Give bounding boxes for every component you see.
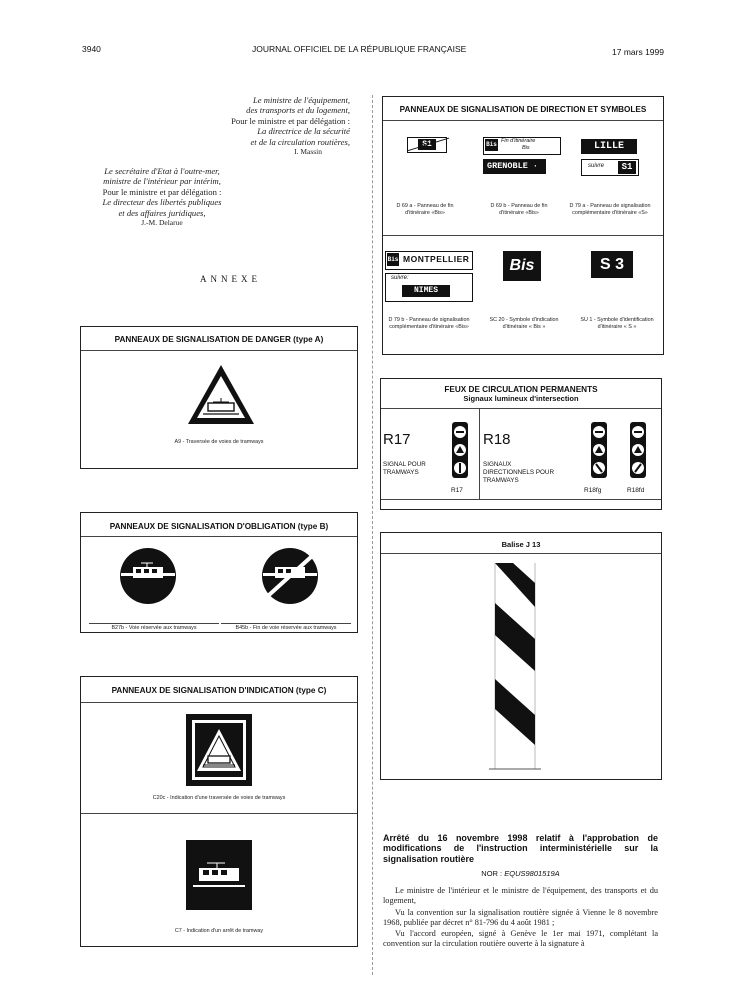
signatory-name: J.-M. Delarue bbox=[141, 218, 183, 228]
divider bbox=[81, 350, 357, 351]
montpellier-label: MONTPELLIER bbox=[403, 254, 470, 264]
su1-s3-symbol: S 3 bbox=[591, 251, 633, 278]
divider bbox=[381, 499, 661, 500]
feux-box-title: FEUX DE CIRCULATION PERMANENTS bbox=[444, 385, 598, 394]
nimes-label: NIMES bbox=[402, 285, 450, 297]
signature-line: Le secrétaire d'Etat à l'outre-mer, bbox=[104, 166, 220, 176]
direction-signs-box bbox=[382, 96, 664, 355]
signature-line: et des affaires juridiques, bbox=[118, 207, 206, 218]
r18fd-right-tramway-signal-icon bbox=[629, 421, 647, 479]
danger-box-title: PANNEAUX DE SIGNALISATION DE DANGER (type A) bbox=[114, 335, 324, 344]
suivre-text: suivre: bbox=[391, 275, 409, 281]
sc20-caption: SC 20 - Symbole d'indication d'itinéraire « Bis » bbox=[489, 317, 559, 330]
d69b-caption: D 69 b - Panneau de fin d'itinéraire «Bis» bbox=[490, 203, 548, 216]
su1-caption: SU 1 - Symbole d'identification d'itinéraire « S » bbox=[580, 317, 654, 330]
signature-line: Pour le ministre et par délégation : bbox=[102, 186, 222, 197]
b27b-caption: B27b - Voie réservée aux tramways bbox=[89, 623, 219, 632]
arrete-paragraph-1: Le ministre de l'intérieur et le ministre de l'équipement, des transports et du logement, bbox=[383, 886, 658, 906]
r17-label: R17 bbox=[451, 487, 463, 494]
s1-badge: S1 bbox=[618, 161, 636, 174]
a9-caption: A9 - Traversée de voies de tramways bbox=[174, 439, 264, 445]
fin-itineraire-text: Fin d'itinéraire bbox=[501, 138, 536, 144]
bis-badge: Bis bbox=[485, 139, 498, 151]
signature-block-2 bbox=[82, 166, 242, 228]
divider bbox=[383, 120, 663, 121]
signature-line: Pour le ministre et par délégation : bbox=[231, 115, 350, 126]
balise-box bbox=[380, 532, 662, 780]
r18fd-label: R18fd bbox=[627, 487, 645, 494]
r17-heading: R17 bbox=[383, 431, 411, 448]
arrete-title: Arrêté du 16 novembre 1998 relatif à l'approbation de modifications de l'instruction interministérielle sur la signalisation routière bbox=[383, 833, 658, 864]
journal-title: JOURNAL OFFICIEL DE LA RÉPUBLIQUE FRANÇAISE bbox=[252, 44, 467, 54]
feux-box-subtitle: Signaux lumineux d'intersection bbox=[463, 394, 579, 403]
fin-bis-text: Bis bbox=[522, 145, 530, 151]
c20c-tramway-crossing-indication-icon bbox=[185, 713, 253, 787]
page-number: 3940 bbox=[82, 44, 101, 54]
signature-line: ministre de l'intérieur par intérim, bbox=[103, 176, 221, 187]
grenoble-panel: GRENOBLE · 17 bbox=[483, 159, 546, 174]
danger-signs-box bbox=[80, 326, 358, 469]
montpellier-panel bbox=[385, 251, 473, 270]
r17-tramway-signal-icon bbox=[451, 421, 469, 479]
sc20-bis-symbol: Bis bbox=[503, 251, 541, 281]
signature-line: des transports et du logement, bbox=[246, 105, 350, 116]
divider bbox=[81, 702, 357, 703]
divider bbox=[81, 536, 357, 537]
balise-box-title: Balise J 13 bbox=[501, 540, 541, 549]
arrete-paragraph-2: Vu la convention sur la signalisation routière signée à Vienne le 8 novembre 1968, publiée par décret n° 81-796 du 4 août 1981 ; bbox=[383, 908, 658, 928]
r18fg-label: R18fg bbox=[584, 487, 602, 494]
c7-tramway-stop-indication-icon bbox=[185, 839, 253, 911]
d79b-caption: D 79 b - Panneau de signalisation complémentaire d'itinéraire «Bis» bbox=[388, 317, 470, 330]
column-divider bbox=[372, 95, 373, 975]
d69a-s1-label: S1 bbox=[418, 139, 436, 150]
indication-box-title: PANNEAUX DE SIGNALISATION D'INDICATION (type C) bbox=[111, 686, 327, 695]
lille-panel: LILLE bbox=[581, 139, 637, 154]
d69b-panel bbox=[483, 137, 561, 155]
signature-line: La directrice de la sécurité bbox=[257, 126, 350, 137]
signature-line: Le ministre de l'équipement, bbox=[253, 95, 350, 105]
d79b-panel bbox=[385, 273, 473, 302]
nor-value: EQUS9801519A bbox=[504, 869, 560, 878]
arrete-paragraph-3: Vu l'accord européen, signé à Genève le 1er mai 1971, complétant la convention sur la circulation routière ouverte à la signature à bbox=[383, 929, 658, 949]
issue-date: 17 mars 1999 bbox=[612, 47, 664, 57]
obligation-signs-box bbox=[80, 512, 358, 633]
d69a-caption: D 69 a - Panneau de fin d'itinéraire «Bis» bbox=[396, 203, 454, 216]
traffic-lights-box bbox=[380, 378, 662, 510]
r18-description: SIGNAUX DIRECTIONNELS POUR TRAMWAYS bbox=[483, 461, 555, 484]
b45b-end-tramway-lane-sign-icon bbox=[261, 547, 319, 605]
obligation-box-title: PANNEAUX DE SIGNALISATION D'OBLIGATION (type B) bbox=[109, 522, 329, 531]
b27b-tramway-lane-sign-icon bbox=[119, 547, 177, 605]
annexe-heading: ANNEXE bbox=[200, 274, 261, 284]
r17-description: SIGNAL POUR TRAMWAYS bbox=[383, 461, 426, 476]
signature-line: et de la circulation routières, bbox=[250, 136, 350, 147]
signatory-name: I. Massin bbox=[294, 147, 322, 157]
divider bbox=[383, 235, 663, 236]
nor-label: NOR : bbox=[481, 869, 503, 878]
divider bbox=[479, 408, 480, 499]
a9-tramway-crossing-sign-icon bbox=[185, 362, 257, 428]
divider bbox=[381, 553, 661, 554]
b45b-caption: B45b - Fin de voie réservée aux tramways bbox=[221, 623, 351, 632]
j13-delineator-post-icon bbox=[489, 561, 541, 771]
d79a-panel bbox=[581, 159, 639, 176]
suivre-text: suivre bbox=[588, 163, 605, 169]
nor-line bbox=[383, 869, 658, 878]
bis-badge: Bis bbox=[387, 253, 399, 266]
r18fg-left-tramway-signal-icon bbox=[590, 421, 608, 479]
c7-caption: C7 - Indication d'un arrêt de tramway bbox=[174, 928, 264, 934]
r18-heading: R18 bbox=[483, 431, 511, 448]
grenoble-number: 17 bbox=[487, 174, 498, 184]
divider bbox=[381, 408, 661, 409]
signature-line: Le directeur des libertés publiques bbox=[102, 197, 222, 208]
grenoble-label: GRENOBLE bbox=[487, 161, 528, 171]
signature-block-1 bbox=[190, 95, 350, 157]
direction-box-title: PANNEAUX DE SIGNALISATION DE DIRECTION ET SYMBOLES bbox=[399, 105, 647, 114]
indication-signs-box bbox=[80, 676, 358, 947]
d79a-caption: D 79 a - Panneau de signalisation complémentaire d'itinéraire «S» bbox=[569, 203, 651, 216]
c20c-caption: C20c - Indication d'une traversée de voies de tramways bbox=[152, 795, 286, 801]
divider bbox=[81, 813, 357, 814]
d69a-panel bbox=[407, 137, 447, 153]
